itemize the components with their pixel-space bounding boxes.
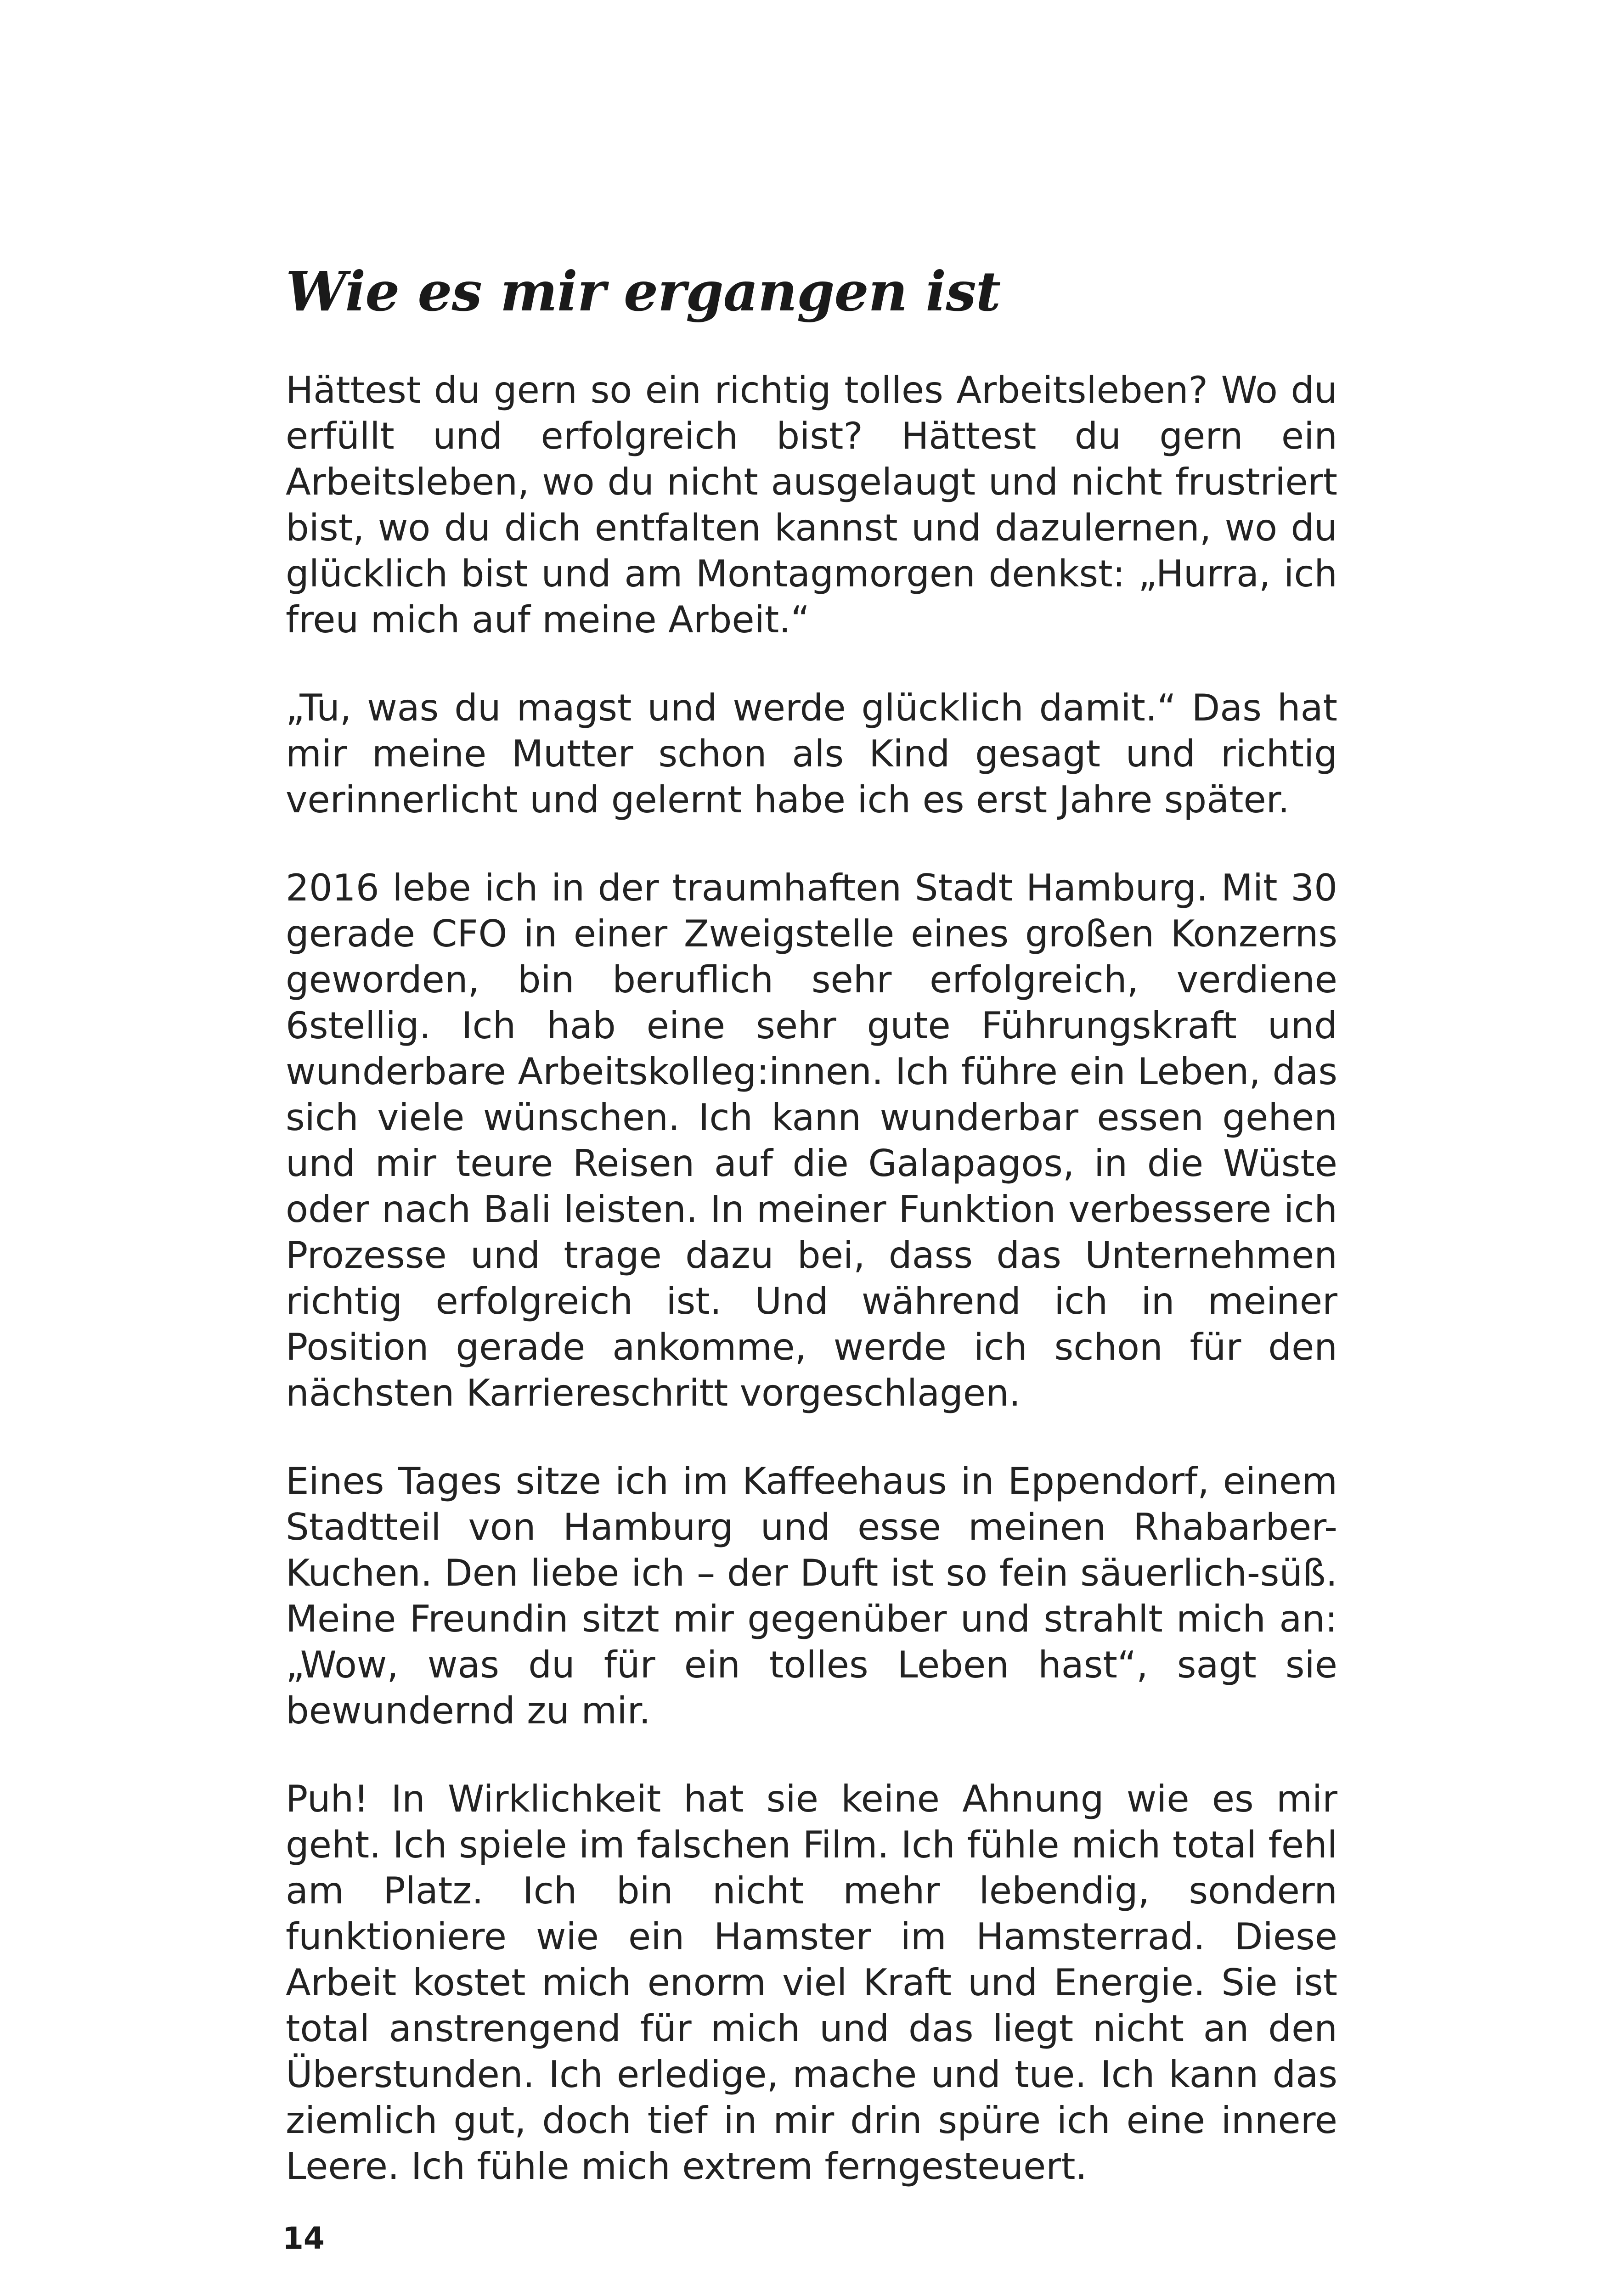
paragraph-inner-emptiness: Puh! In Wirklichkeit hat sie keine Ahnung wie es mir geht. Ich spiele im falschen Film. Ich fühle mich total fehl am Platz. Ich bin nicht mehr lebendig, sondern funktioniere wie ein Hamster im Hamsterrad. Diese Arbeit kostet mich enorm viel Kraft und Energie. Sie ist total anstrengend für mich und das liegt nicht an den Überstunden. Ich erledige, mache und tue. Ich kann das ziemlich gut, doch tief in mir drin spüre ich eine innere Leere. Ich fühle mich extrem ferngesteuert. (286, 1778, 1337, 2188)
page-number: 14 (282, 2221, 325, 2256)
body-text (286, 367, 1337, 2189)
paragraph-career-hamburg: 2016 lebe ich in der traumhaften Stadt Hamburg. Mit 30 gerade CFO in einer Zweigstelle eines großen Konzerns geworden, bin beruflich sehr erfolgreich, verdiene 6stellig. Ich hab eine sehr gute Führungskraft und wunderbare Arbeitskolleg:innen. Ich führe ein Leben, das sich viele wünschen. Ich kann wunderbar essen gehen und mir teure Reisen auf die Galapagos, in die Wüste oder nach Bali leisten. In meiner Funktion verbessere ich Prozesse und trage dazu bei, dass das Unternehmen richtig erfolgreich ist. Und während ich in meiner Position gerade ankomme, werde ich schon für den nächsten Karriereschritt vorgeschlagen. (286, 867, 1337, 1414)
paragraph-cafe-eppendorf: Eines Tages sitze ich im Kaffeehaus in Eppendorf, einem Stadtteil von Hamburg und esse meinen Rhabarber-Kuchen. Den liebe ich – der Duft ist so fein säuerlich-süß. Meine Freundin sitzt mir gegenüber und strahlt mich an: „Wow, was du für ein tolles Leben hast“, sagt sie bewundernd zu mir. (286, 1460, 1337, 1732)
chapter-heading: Wie es mir ergangen ist (286, 259, 1001, 323)
paragraph-intro-questions: Hättest du gern so ein richtig tolles Arbeitsleben? Wo du erfüllt und erfolgreich bist? Hättest du gern ein Arbeitsleben, wo du nicht ausgelaugt und nicht frustriert bist, wo du dich entfalten kannst und dazulernen, wo du glücklich bist und am Montagmorgen denkst: „Hurra, ich freu mich auf meine Arbeit.“ (286, 369, 1337, 641)
paragraph-mother-quote: „Tu, was du magst und werde glücklich damit.“ Das hat mir meine Mutter schon als Kind gesagt und richtig verinnerlicht und gelernt habe ich es erst Jahre später. (286, 687, 1337, 821)
